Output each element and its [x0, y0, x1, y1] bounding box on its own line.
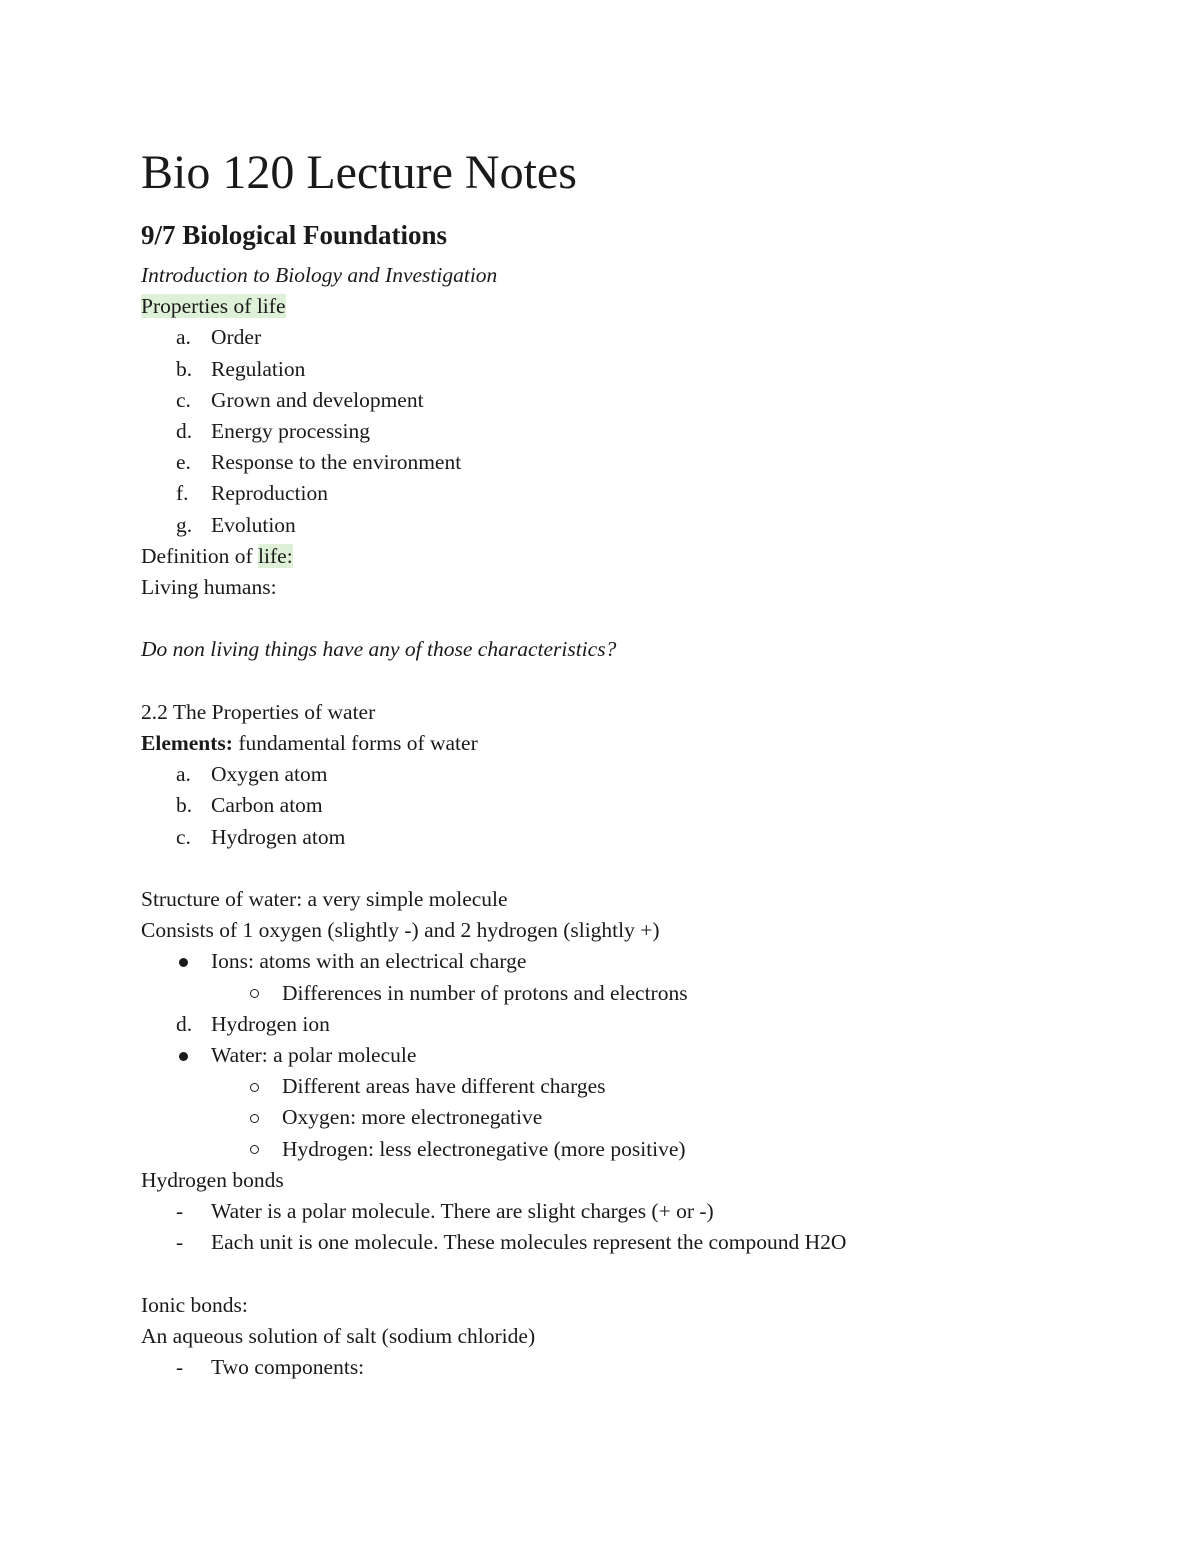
elements-text: fundamental forms of water: [232, 731, 478, 756]
list-marker: b.: [176, 793, 193, 818]
dash-item: [141, 1227, 1101, 1258]
list-item: [141, 510, 1101, 541]
consists-line: Consists of 1 oxygen (slightly -) and 2 hydrogen (slightly +): [141, 918, 660, 943]
list-marker: c.: [176, 387, 191, 412]
list-item: [141, 759, 1101, 790]
document-title: Bio 120 Lecture Notes: [141, 146, 577, 199]
list-marker: e.: [176, 450, 191, 475]
dash-marker: -: [176, 1230, 184, 1255]
bullet-item: [141, 1040, 1101, 1071]
bullet-circle-icon: [250, 1083, 259, 1092]
blank-line: [141, 666, 1101, 697]
elements-line: [141, 728, 1101, 759]
list-item: [141, 447, 1101, 478]
dash-item: [141, 1196, 1101, 1227]
list-marker: f.: [176, 481, 189, 506]
definition-line: [141, 541, 1101, 572]
list-item: [141, 354, 1101, 385]
sub-bullet-item: [141, 1134, 1101, 1165]
dash-item-text: Two components:: [211, 1355, 365, 1380]
list-marker: g.: [176, 512, 193, 537]
list-marker: c.: [176, 824, 191, 849]
section-heading: 9/7 Biological Foundations: [141, 220, 448, 250]
list-item: [141, 1009, 1101, 1040]
list-marker: b.: [176, 356, 193, 381]
bullet-disc-icon: [179, 958, 188, 967]
water-heading: 2.2 The Properties of water: [141, 699, 376, 724]
blank-line: [141, 1258, 1101, 1289]
sub-bullet-item: [141, 1071, 1101, 1102]
ionic-line: Ionic bonds:: [141, 1292, 248, 1317]
list-item-text: Hydrogen atom: [211, 824, 346, 849]
list-item: [141, 822, 1101, 853]
bullet-item-text: Ions: atoms with an electrical charge: [211, 949, 527, 974]
list-item-text: Evolution: [211, 512, 296, 537]
document-page: [141, 140, 1101, 1383]
living-humans-line: Living humans:: [141, 575, 277, 600]
list-item-text: Reproduction: [211, 481, 329, 506]
list-item: [141, 790, 1101, 821]
bullet-item-text: Water: a polar molecule: [211, 1043, 417, 1068]
bullet-circle-icon: [250, 989, 259, 998]
list-item: [141, 322, 1101, 353]
list-item-text: Grown and development: [211, 387, 424, 412]
sub-bullet-text: Hydrogen: less electronegative (more positive): [282, 1136, 686, 1161]
definition-highlight: life:: [258, 543, 293, 568]
list-item-text: Carbon atom: [211, 793, 323, 818]
dash-item-text: Water is a polar molecule. There are slight charges (+ or -): [211, 1199, 714, 1224]
question-line: Do non living things have any of those characteristics?: [141, 637, 617, 662]
list-marker: a.: [176, 762, 191, 787]
elements-label: Elements:: [141, 731, 233, 756]
sub-bullet-text: Differences in number of protons and electrons: [282, 980, 688, 1005]
list-item-text: Energy processing: [211, 419, 371, 444]
list-item-text: Oxygen atom: [211, 762, 328, 787]
list-item: [141, 416, 1101, 447]
bullet-circle-icon: [250, 1145, 259, 1154]
properties-label-line: [141, 291, 1101, 322]
list-marker: d.: [176, 419, 193, 444]
blank-line: [141, 853, 1101, 884]
list-item-text: Regulation: [211, 356, 306, 381]
bullet-circle-icon: [250, 1114, 259, 1123]
list-item: [141, 478, 1101, 509]
list-item-text: Response to the environment: [211, 450, 462, 475]
bullet-disc-icon: [179, 1052, 188, 1061]
properties-label: Properties of life: [141, 294, 286, 319]
definition-prefix: Definition of: [141, 543, 259, 568]
hbonds-line: Hydrogen bonds: [141, 1167, 284, 1192]
blank-line: [141, 603, 1101, 634]
dash-marker: -: [176, 1199, 184, 1224]
bullet-item: [141, 946, 1101, 977]
list-item: [141, 385, 1101, 416]
list-marker: d.: [176, 1011, 193, 1036]
list-item-text: Order: [211, 325, 262, 350]
sub-bullet-item: [141, 978, 1101, 1009]
structure-line: Structure of water: a very simple molecule: [141, 887, 508, 912]
intro-line: Introduction to Biology and Investigation: [141, 263, 498, 287]
sub-bullet-text: Different areas have different charges: [282, 1074, 606, 1099]
sub-bullet-item: [141, 1102, 1101, 1133]
dash-item-text: Each unit is one molecule. These molecules represent the compound H2O: [211, 1230, 847, 1255]
list-marker: a.: [176, 325, 191, 350]
dash-marker: -: [176, 1355, 184, 1380]
sub-bullet-text: Oxygen: more electronegative: [282, 1105, 543, 1130]
aqueous-line: An aqueous solution of salt (sodium chloride): [141, 1323, 536, 1348]
list-item-text: Hydrogen ion: [211, 1011, 330, 1036]
dash-item: [141, 1352, 1101, 1383]
